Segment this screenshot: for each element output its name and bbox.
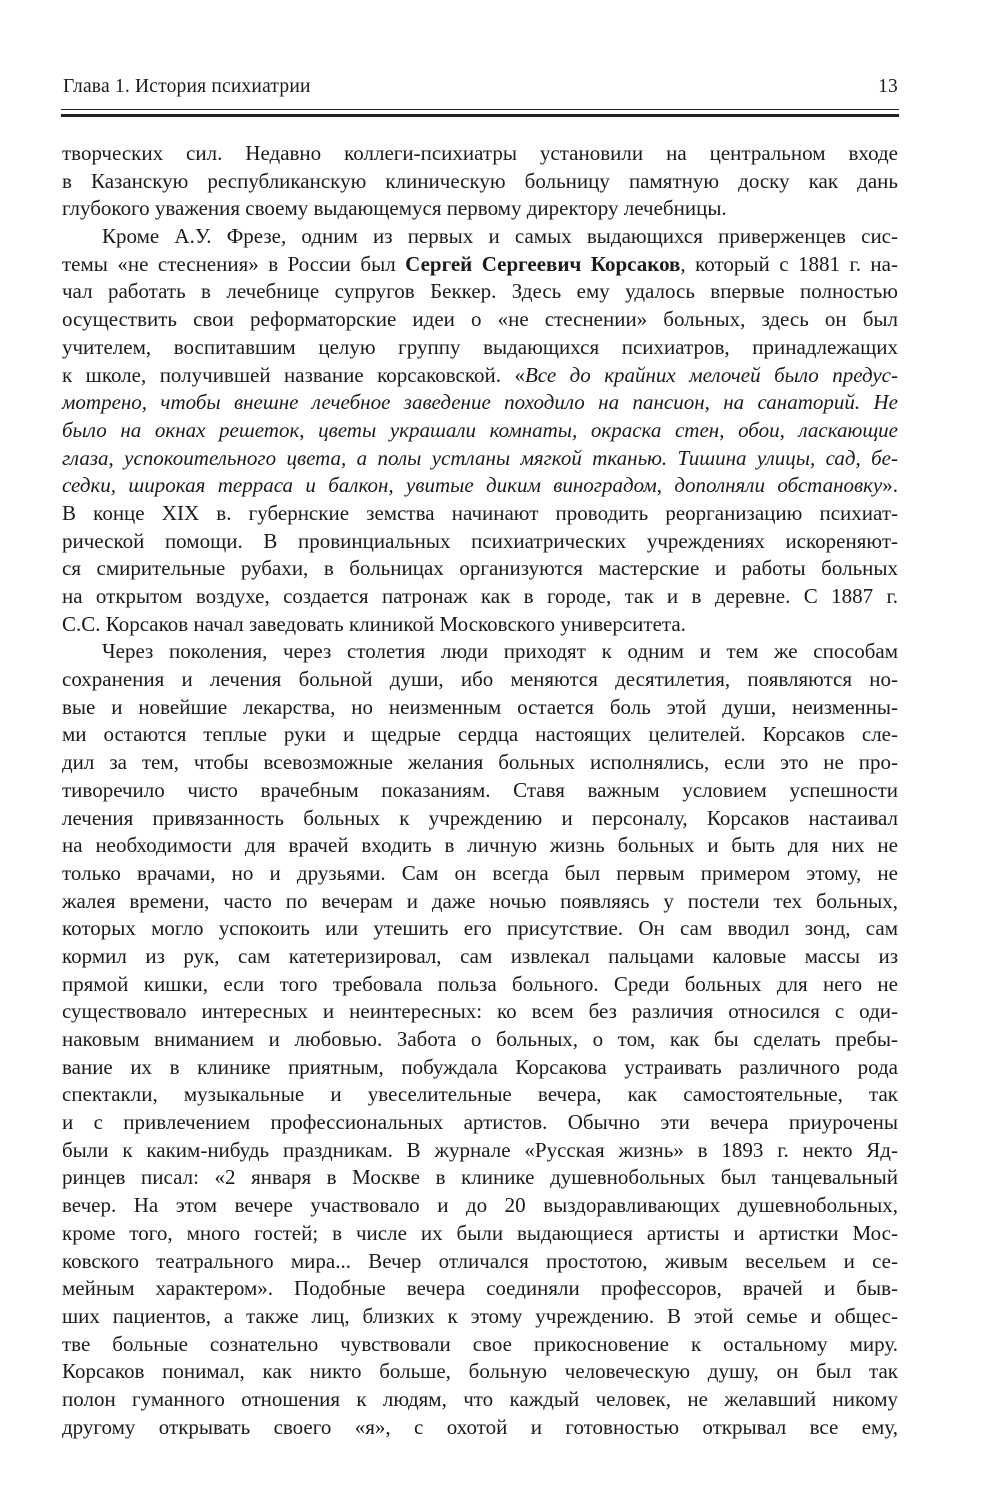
text-line [62, 417, 898, 445]
text-line [62, 721, 898, 749]
text-run: в Казанскую республиканскую клиническую больницу памятную доску как дань [62, 168, 898, 193]
text-run: ших пациентов, а также лиц, близких к этому учреждению. В этой семье и общес- [62, 1303, 898, 1328]
text-line [62, 1109, 898, 1137]
text-run: ковского театрального мира... Вечер отличался простотою, живым весельем и се- [62, 1248, 898, 1273]
text-line [62, 334, 898, 362]
text-run: ми остаются теплые руки и щедрые сердца настоящих целителей. Корсаков сле- [62, 722, 898, 747]
running-head [63, 76, 898, 98]
text-line [62, 971, 898, 999]
text-run: мейным характером». Подобные вечера соединяли профессоров, врачей и быв- [62, 1276, 898, 1301]
text-run: Корсаков понимал, как никто больше, больную человеческую душу, он был так [62, 1359, 898, 1384]
text-line [62, 694, 898, 722]
text-run: ». [882, 473, 898, 498]
text-run: глаза, успокоительного цвета, а полы устланы мягкой тканью. Тишина улицы, сад, бе- [62, 445, 898, 470]
text-line [62, 445, 898, 473]
text-line [62, 195, 898, 223]
text-line [62, 528, 898, 556]
text-run: только врачами, но и друзьями. Сам он всегда был первым примером этому, не [62, 860, 898, 885]
text-line [62, 888, 898, 916]
text-run: вечер. На этом вечере участвовало и до 20 выздоравливающих душевнобольных, [62, 1193, 898, 1218]
header-rule-thin [61, 109, 899, 110]
text-line [62, 1303, 898, 1331]
text-line [62, 278, 898, 306]
text-line [62, 860, 898, 888]
text-run: ринцев писал: «2 января в Москве в клинике душевнобольных был танцевальный [62, 1165, 898, 1190]
text-run: , который с 1881 г. на- [680, 251, 898, 276]
text-line [62, 777, 898, 805]
text-line [62, 555, 898, 583]
text-run: существовало интересных и неинтересных: ко всем без различия относился с оди- [62, 999, 898, 1024]
text-run: Кроме А.У. Фрезе, одним из первых и самых выдающихся приверженцев сис- [102, 224, 898, 249]
text-run: наковым вниманием и любовью. Забота о больных, о том, как бы сделать пребы- [62, 1027, 898, 1051]
text-line [62, 1275, 898, 1303]
text-line [62, 638, 898, 666]
text-line [62, 1386, 898, 1414]
text-run: Через поколения, через столетия люди приходят к одним и тем же способам [102, 639, 898, 664]
text-run: глубокого уважения своему выдающемуся первому директору лечебницы. [62, 196, 727, 221]
paragraph [62, 638, 898, 1441]
text-run: кормил из рук, сам катетеризировал, сам извлекал пальцами каловые массы из [62, 943, 898, 968]
text-line [62, 1331, 898, 1359]
text-run: на необходимости для врачей входить в личную жизнь больных и быть для них не [62, 833, 898, 858]
text-run: были к каким-нибудь праздникам. В журнале «Русская жизнь» в 1893 г. некто Яд- [62, 1137, 898, 1162]
text-line [62, 583, 898, 611]
text-line [62, 666, 898, 694]
text-line [62, 915, 898, 943]
text-run: ся смирительные рубахи, в больницах организуются мастерские и работы больных [62, 556, 898, 581]
text-line [62, 1192, 898, 1220]
text-line [62, 832, 898, 860]
text-run: к школе, получившей название корсаковской. « [62, 362, 525, 387]
text-line [62, 998, 898, 1026]
text-line [62, 1164, 898, 1192]
text-line [62, 500, 898, 528]
text-run: Все до крайних мелочей было предус- [524, 362, 898, 387]
text-line [62, 1026, 898, 1054]
text-run: седки, широкая терраса и балкон, увитые диким виноградом, дополняли обстановку [62, 473, 883, 498]
text-run: было на окнах решеток, цветы украшали комнаты, окраска стен, обои, ласкающие [62, 417, 898, 442]
text-line [62, 1414, 898, 1442]
text-run: дил за тем, чтобы всевозможные желания больных исполнялись, если это не про- [62, 750, 898, 775]
text-run: лечения привязанность больных к учреждению и персоналу, Корсаков настаивал [62, 805, 898, 830]
text-run: В конце XIX в. губернские земства начинают проводить реорганизацию психиат- [62, 500, 898, 525]
text-line [62, 1054, 898, 1082]
text-line [62, 943, 898, 971]
paragraph [62, 140, 898, 223]
text-run: спектакли, музыкальные и увеселительные вечера, как самостоятельные, так [62, 1082, 898, 1107]
text-line [62, 1081, 898, 1109]
text-line [62, 168, 898, 196]
text-run: рической помощи. В провинциальных психиатрических учреждениях искореняют- [62, 528, 898, 553]
text-run: тиворечило чисто врачебным показаниям. Ставя важным условием успешности [62, 777, 898, 802]
text-run: и с привлечением профессиональных артистов. Обычно эти вечера приурочены [62, 1110, 898, 1135]
text-line [62, 251, 898, 279]
header-rule-thick [61, 114, 899, 117]
page-number: 13 [878, 76, 898, 97]
text-run: мотрено, чтобы внешне лечебное заведение походило на пансион, на санаторий. Не [62, 390, 898, 415]
chapter-title: Глава 1. История психиатрии [63, 76, 311, 97]
text-run: кроме того, много гостей; в числе их были выдающиеся артисты и артистки Мос- [62, 1220, 898, 1245]
text-line [62, 749, 898, 777]
text-run: Сергей Сергеевич Корсаков [405, 251, 681, 276]
text-run: прямой кишки, если того требовала польза больного. Среди больных для него не [62, 971, 898, 996]
text-run: темы «не стеснения» в России был [62, 251, 406, 276]
text-line [62, 1137, 898, 1165]
text-run: вые и новейшие лекарства, но неизменным остается боль этой души, неизменны- [62, 694, 898, 719]
paragraph [62, 223, 898, 638]
text-line [62, 389, 898, 417]
text-line [62, 1220, 898, 1248]
text-run: тве больные сознательно чувствовали свое прикосновение к остальному миру. [62, 1331, 898, 1356]
text-line [62, 223, 898, 251]
text-run: полон гуманного отношения к людям, что каждый человек, не желавший никому [62, 1386, 898, 1411]
text-run: вание их в клинике приятным, побуждала Корсакова устраивать различного рода [62, 1054, 898, 1079]
text-run: которых могло успокоить или утешить его присутствие. Он сам вводил зонд, сам [62, 916, 898, 941]
text-run: творческих сил. Недавно коллеги-психиатры установили на центральном входе [62, 141, 898, 165]
text-line [62, 611, 898, 639]
text-run: учителем, воспитавшим целую группу выдающихся психиатров, принадлежащих [62, 334, 898, 359]
text-run: С.С. Корсаков начал заведовать клиникой Московского университета. [62, 611, 686, 636]
text-line [62, 1248, 898, 1276]
text-line [62, 472, 898, 500]
text-line [62, 805, 898, 833]
text-run: другому открывать своего «я», с охотой и готовностью открывал все ему, [62, 1414, 898, 1439]
text-line [62, 362, 898, 390]
text-line [62, 140, 898, 168]
text-run: на открытом воздухе, создается патронаж как в городе, так и в деревне. С 1887 г. [62, 584, 898, 608]
text-run: осуществить свои реформаторские идеи о «не стеснении» больных, здесь он был [62, 307, 898, 332]
body-text [62, 140, 898, 1441]
text-run: сохранения и лечения больной души, ибо меняются десятилетия, появляются но- [62, 667, 898, 692]
text-run: жалея времени, часто по вечерам и даже ночью появляясь у постели тех больных, [62, 888, 898, 913]
text-run: чал работать в лечебнице супругов Беккер. Здесь ему удалось впервые полностью [62, 279, 898, 304]
text-line [62, 306, 898, 334]
text-line [62, 1358, 898, 1386]
